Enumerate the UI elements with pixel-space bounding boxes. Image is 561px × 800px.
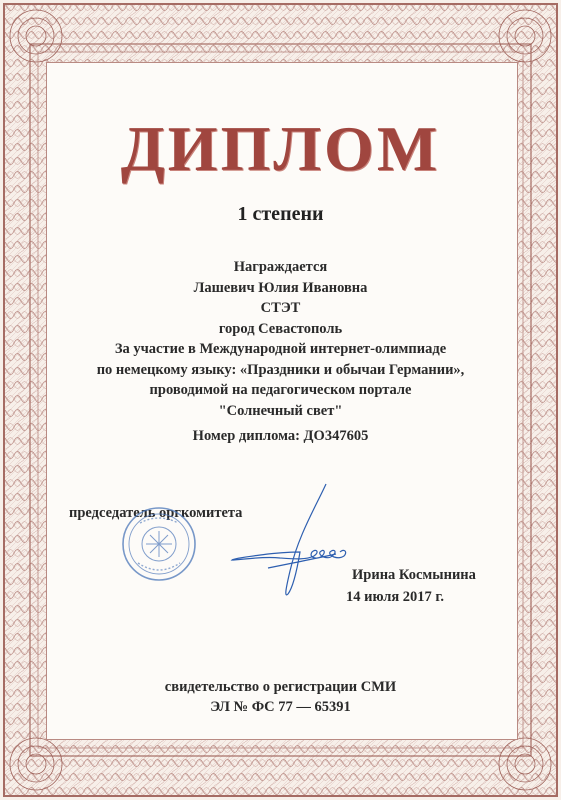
award-text	[0, 257, 561, 447]
chair-label: председатель оргкомитета	[69, 505, 243, 521]
recipient-name: Лашевич Юлия Ивановна	[193, 279, 368, 296]
issue-date: 14 июля 2017 г.	[346, 589, 445, 605]
awarded-label: Награждается	[233, 259, 328, 275]
registration-line-2: ЭЛ № ФС 77 — 65391	[210, 699, 351, 715]
city: город Севастополь	[218, 320, 343, 337]
diploma-title: ДИПЛОМ	[120, 113, 441, 184]
description-line-3: проводимой на педагогическом портале	[149, 382, 412, 398]
registration-line-1: свидетельство о регистрации СМИ	[164, 679, 397, 695]
description-line-1: За участие в Международной интернет-олимпиаде	[114, 341, 447, 357]
description-line-2: по немецкому языку: «Праздники и обычаи Германии»,	[96, 361, 465, 378]
institution: СТЭТ	[260, 300, 301, 316]
registration-info	[0, 677, 561, 717]
degree-label: 1 степени	[237, 203, 324, 225]
diploma-number: Номер диплома: ДО347605	[192, 428, 369, 444]
description-line-4: "Солнечный свет"	[218, 402, 343, 419]
signature-icon	[228, 476, 378, 606]
signer-name: Ирина Космынина	[352, 567, 476, 583]
seal-stamp-icon	[120, 505, 198, 583]
